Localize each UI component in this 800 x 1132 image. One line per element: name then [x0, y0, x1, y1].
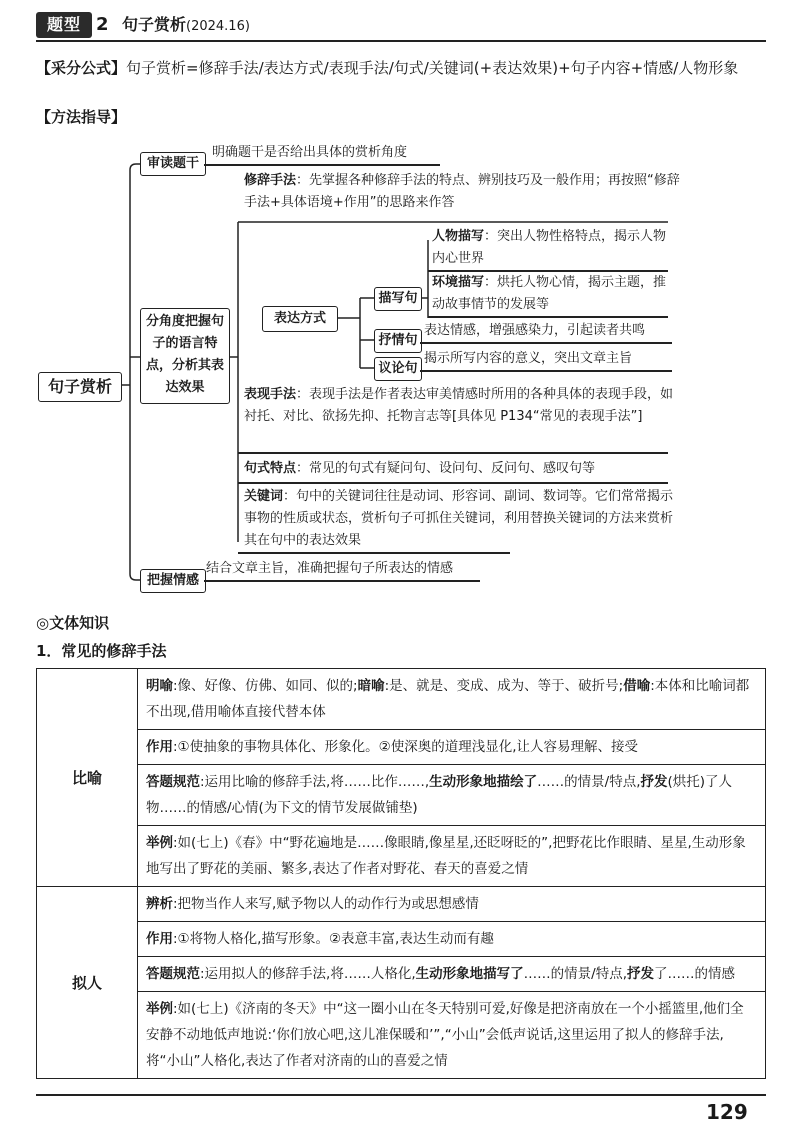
- sentence-term: 句式特点: [244, 461, 297, 476]
- rhetoric-table: [36, 668, 766, 1079]
- table-row: [37, 730, 766, 765]
- answer-part2: ……的情景/特点,: [537, 774, 641, 790]
- answer-term: 答题规范: [146, 774, 200, 790]
- definition-term: 辨析: [146, 896, 173, 912]
- keyword-underline: [238, 552, 510, 554]
- section-subtitle: 1．常见的修辞手法: [36, 642, 167, 660]
- table-row: [37, 922, 766, 957]
- technique-desc: ：表现手法是作者表达审美情感时所用的各种具体的表现手段，如衬托、对比、欲扬先抑、托物言志等[具体见 P134“常见的表现手法”]: [244, 387, 674, 424]
- metaphor-types-cell: [138, 669, 766, 730]
- example-desc: :如(七上)《济南的冬天》中“这一圈小山在冬天特别可爱,好像是把济南放在一个小摇篮里,他们全安静不动地低声地说:‘你们放心吧,这儿准保暖和’”,“小山”会低声说话,这里运用了拟人的修辞手法,将“小山”人格化,表达了作者对济南的山的喜爱之情: [146, 1001, 744, 1069]
- implicit-metaphor-term: 暗喻: [357, 678, 385, 694]
- character-description-text: [432, 226, 668, 270]
- metaphor-function-cell: [138, 730, 766, 765]
- topic-number: 2: [96, 14, 109, 35]
- topic-badge: 题型: [36, 12, 92, 38]
- answer-term: 答题规范: [146, 966, 200, 982]
- environment-description-text: [432, 272, 668, 316]
- function-term: 作用: [146, 739, 173, 755]
- section-title: ◎文体知识: [36, 614, 110, 632]
- method-guide-label: 【方法指导】: [36, 108, 127, 126]
- implicit-metaphor-desc: :是、就是、变成、成为、等于、破折号;: [384, 678, 624, 694]
- root-node: 句子赏析: [38, 372, 122, 402]
- technique-underline: [238, 452, 668, 454]
- title-text: 句子赏析: [122, 15, 187, 34]
- environment-term: 环境描写: [432, 275, 485, 290]
- sentence-pattern-text: [244, 458, 674, 480]
- answer-bold2: 抒发: [626, 966, 654, 982]
- branch3-underline: [204, 580, 480, 582]
- describe-sentence-box: 描写句: [374, 287, 422, 311]
- table-row: [37, 826, 766, 887]
- branch-read-question: 审读题干: [140, 152, 206, 176]
- answer-bold1: 生动形象地描写了: [415, 966, 524, 982]
- definition-desc: :把物当作人来写,赋予物以人的动作行为或思想感情: [173, 896, 479, 912]
- keyword-term: 关键词: [244, 489, 284, 504]
- expression-mode-box: 表达方式: [262, 306, 338, 332]
- argument-text: 揭示所写内容的意义，突出文章主旨: [424, 351, 633, 366]
- metaphor-answer-cell: [138, 765, 766, 826]
- footer-divider: [36, 1094, 766, 1096]
- example-desc: :如(七上)《春》中“野花遍地是……像眼睛,像星星,还眨呀眨的”,把野花比作眼睛、星星,生动形象地写出了野花的美丽、繁多,表达了作者对野花、春天的喜爱之情: [146, 835, 746, 877]
- lyric-underline: [420, 342, 672, 344]
- function-term: 作用: [146, 931, 173, 947]
- answer-part3: 了……的情感: [653, 966, 735, 982]
- category-personification: 拟人: [37, 887, 138, 1079]
- rhetoric-term: 修辞手法: [244, 173, 297, 188]
- character-term: 人物描写: [432, 229, 485, 244]
- technique-term: 表现手法: [244, 387, 297, 402]
- metaphor-example-cell: [138, 826, 766, 887]
- branch-read-question-text: 明确题干是否给出具体的赏析角度: [212, 145, 408, 160]
- keyword-text: [244, 486, 674, 552]
- table-row: [37, 669, 766, 730]
- simile-desc: :像、好像、仿佛、如同、似的;: [173, 678, 358, 694]
- category-metaphor: 比喻: [37, 669, 138, 887]
- lyric-sentence-box: 抒情句: [374, 329, 422, 353]
- branch-analyze-language: 分角度把握句子的语言特点，分析其表达效果: [140, 308, 230, 404]
- personification-function-cell: [138, 922, 766, 957]
- answer-bold2: 抒发: [640, 774, 668, 790]
- simile-term: 明喻: [146, 678, 173, 694]
- answer-part1: :运用拟人的修辞手法,将……人格化,: [200, 966, 416, 982]
- argument-underline: [420, 370, 672, 372]
- lyric-text: 表达情感，增强感染力，引起读者共鸣: [424, 323, 646, 338]
- answer-part1: :运用比喻的修辞手法,将……比作……,: [200, 774, 430, 790]
- personification-example-cell: [138, 992, 766, 1079]
- table-row: [37, 887, 766, 922]
- argument-sentence-box: 议论句: [374, 357, 422, 381]
- environment-desc: ：烘托人物心情，揭示主题，推动故事情节的发展等: [432, 275, 667, 312]
- branch-grasp-emotion: 把握情感: [140, 569, 206, 593]
- rhetoric-desc: ：先掌握各种修辞手法的特点、辨别技巧及一般作用；再按照“修辞手法+具体语境+作用”的思路来作答: [244, 173, 680, 210]
- personification-answer-cell: [138, 957, 766, 992]
- table-row: [37, 957, 766, 992]
- table-row: [37, 992, 766, 1079]
- branch-grasp-emotion-text: 结合文章主旨，准确把握句子所表达的情感: [206, 561, 454, 576]
- formula-text: 句子赏析=修辞手法/表达方式/表现手法/句式/关键词(+表达效果)+句子内容+情感/人物形象: [126, 59, 739, 77]
- borrowed-metaphor-term: 借喻: [623, 678, 651, 694]
- rhetoric-text: [244, 170, 684, 214]
- answer-part3: (烘托)了人物……的情感/心情(为下文的情节发展做铺垫): [146, 774, 733, 816]
- title-year: (2024.16): [186, 19, 250, 34]
- environment-underline: [428, 316, 668, 318]
- keyword-desc: ：句中的关键词往往是动词、形容词、副词、数词等。它们常常揭示事物的性质或状态，赏析句子可抓住关键词，利用替换关键词的方法来赏析其在句中的表达效果: [244, 489, 674, 548]
- personification-def-cell: [138, 887, 766, 922]
- example-term: 举例: [146, 1001, 173, 1017]
- borrowed-metaphor-desc: :本体和比喻词都不出现,借用喻体直接代替本体: [146, 678, 750, 720]
- branch1-underline: [204, 164, 440, 166]
- character-desc: ：突出人物性格特点，揭示人物内心世界: [432, 229, 667, 266]
- example-term: 举例: [146, 835, 173, 851]
- technique-text: [244, 384, 674, 428]
- sentence-underline: [238, 482, 668, 484]
- sentence-desc: ：常见的句式有疑问句、设问句、反问句、感叹句等: [296, 461, 596, 476]
- answer-bold1: 生动形象地描绘了: [429, 774, 538, 790]
- answer-part2: ……的情景/特点,: [523, 966, 627, 982]
- table-row: [37, 765, 766, 826]
- formula-label: 【采分公式】: [36, 59, 127, 77]
- function-desc: :①将物人格化,描写形象。②表意丰富,表达生动而有趣: [173, 931, 494, 947]
- function-desc: :①使抽象的事物具体化、形象化。②使深奥的道理浅显化,让人容易理解、接受: [173, 739, 639, 755]
- page-number: 129: [706, 1100, 748, 1124]
